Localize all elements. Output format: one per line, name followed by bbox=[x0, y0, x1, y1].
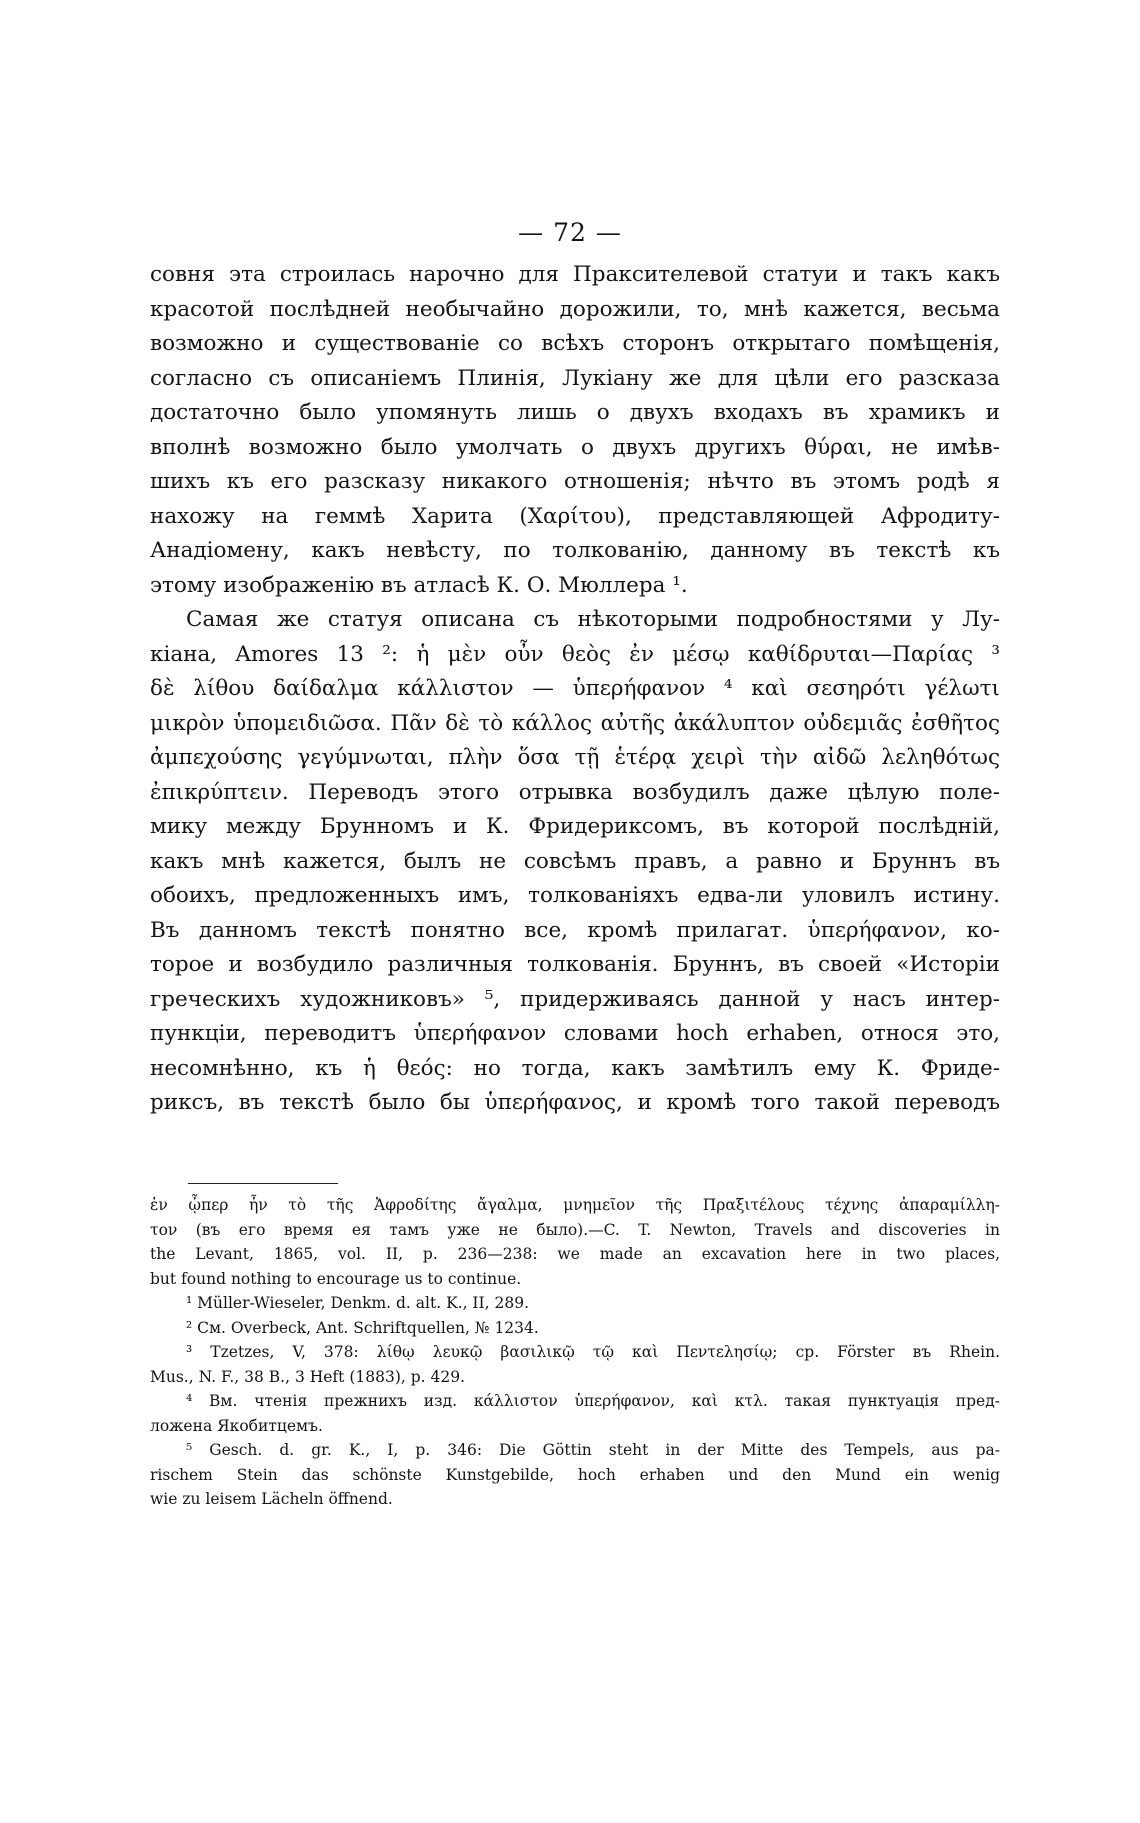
footnote-line: ² См. Overbeck, Ant. Schriftquellen, № 1234. bbox=[186, 1318, 539, 1337]
text-line: достаточно было упомянуть лишь о двухъ входахъ въ храмикъ и bbox=[150, 400, 1000, 425]
text-line: ἐπικρύπτειν. Переводъ этого отрывка возбудилъ даже цѣлую поле- bbox=[150, 779, 1000, 805]
page-number: — 72 — bbox=[518, 218, 622, 247]
main-text bbox=[150, 258, 1000, 1121]
text-line: Анадіомену, какъ невѣсту, по толкованію, данному въ текстѣ къ bbox=[150, 538, 1000, 563]
text-line: греческихъ художниковъ» ⁵, придерживаясь данной у насъ интер- bbox=[150, 986, 1000, 1012]
text-line: красотой послѣдней необычайно дорожили, то, мнѣ кажется, весьма bbox=[150, 296, 1000, 322]
text-line: несомнѣнно, къ ἡ θεός: но тогда, какъ замѣтилъ ему К. Фриде- bbox=[150, 1055, 1000, 1081]
text-line: совня эта строилась нарочно для Праксителевой статуи и такъ какъ bbox=[150, 262, 1000, 287]
text-line: μικρὸν ὑπομειδιῶσα. Πᾶν δὲ τὸ κάλλος αὐτῆς ἀκάλυπτον οὐδεμιᾶς ἐσθῆτος bbox=[150, 710, 1000, 736]
text-line: Въ данномъ текстѣ понятно все, кромѣ прилагат. ὑπερήφανον, ко- bbox=[150, 917, 1000, 943]
text-line: этому изображенію въ атласѣ К. О. Мюллера ¹. bbox=[150, 572, 688, 598]
text-line: Самая же статуя описана съ нѣкоторыми подробностями у Лу- bbox=[186, 607, 1000, 632]
footnote-divider bbox=[188, 1183, 338, 1184]
footnote-line: ¹ Müller-Wieseler, Denkm. d. alt. K., II, 289. bbox=[186, 1294, 530, 1312]
footnote-line: ложена Якобитцемъ. bbox=[150, 1416, 323, 1435]
text-line: вполнѣ возможно было умолчать о двухъ другихъ θύραι, не имѣв- bbox=[150, 434, 1000, 460]
footnote-line: ⁵ Gesch. d. gr. K., I, p. 346: Die Göttin steht in der Mitte des Tempels, aus pa- bbox=[186, 1441, 1000, 1459]
footnote-line: rischem Stein das schönste Kunstgebilde, hoch erhaben und den Mund ein wenig bbox=[150, 1465, 1000, 1484]
text-line: какъ мнѣ кажется, былъ не совсѣмъ правъ, а равно и Бруннъ въ bbox=[150, 848, 1000, 874]
footnote-line: ³ Tzetzes, V, 378: λίθῳ λευκῷ βασιλικῷ τῷ καὶ Πεντελησίῳ; cp. Förster въ Rhein. bbox=[186, 1343, 1000, 1361]
footnote-line: ἐν ᾧπερ ἦν τὸ τῆς Ἀφροδίτης ἄγαλμα, μνημεῖον τῆς Πραξιτέλους τέχνης ἀπαραμίλλη- bbox=[150, 1196, 1000, 1214]
footnote-line: the Levant, 1865, vol. II, p. 236—238: we made an excavation here in two places, bbox=[150, 1245, 1000, 1263]
text-line: ἀμπεχούσης γεγύμνωται, πλὴν ὅσα τῇ ἑτέρᾳ χειρὶ τὴν αἰδῶ λεληθότως bbox=[150, 745, 1000, 770]
footnote-line: τον (въ его время ея тамъ уже не было).—C. T. Newton, Travels and discoveries in bbox=[150, 1220, 1000, 1239]
text-line: согласно съ описаніемъ Плинія, Лукіану же для цѣли его разсказа bbox=[150, 365, 1000, 391]
text-line: обоихъ, предложенныхъ имъ, толкованіяхъ едва-ли уловилъ истину. bbox=[150, 883, 1000, 908]
text-line: кіана, Amores 13 ²: ἡ μὲν οὖν θεὸς ἐν μέσῳ καθίδρυται—Παρίας ³ bbox=[150, 641, 1000, 667]
footnote-line: ⁴ Вм. чтенія прежнихъ изд. κάλλιστον ὑπερήφανον, καὶ κτλ. такая пунктуація пред- bbox=[186, 1392, 1000, 1410]
text-line: возможно и существованіе со всѣхъ сторонъ открытаго помѣщенія, bbox=[150, 331, 1000, 356]
text-line: торое и возбудило различныя толкованія. Бруннъ, въ своей «Исторіи bbox=[150, 952, 1000, 977]
footnotes bbox=[150, 1193, 1000, 1512]
footnote-line: wie zu leisem Lächeln öffnend. bbox=[150, 1490, 393, 1508]
text-line: риксъ, въ текстѣ было бы ὑπερήφανος, и кромѣ того такой переводъ bbox=[150, 1090, 1000, 1115]
text-line: δὲ λίθου δαίδαλμα κάλλιστον — ὑπερήφανον ⁴ καὶ σεσηρότι γέλωτι bbox=[150, 676, 1000, 701]
text-line: мику между Брунномъ и К. Фридериксомъ, въ которой послѣдній, bbox=[150, 814, 1000, 839]
footnote-line: Mus., N. F., 38 B., 3 Heft (1883), p. 429. bbox=[150, 1367, 466, 1386]
text-line: нахожу на геммѣ Харита (Χαρίτου), представляющей Афродиту- bbox=[150, 503, 1000, 529]
footnote-line: but found nothing to encourage us to continue. bbox=[150, 1269, 522, 1288]
text-line: пункціи, переводитъ ὑπερήφανον словами hoch erhaben, относя это, bbox=[150, 1021, 1000, 1046]
text-line: шихъ къ его разсказу никакого отношенія; нѣчто въ этомъ родѣ я bbox=[150, 469, 1000, 494]
